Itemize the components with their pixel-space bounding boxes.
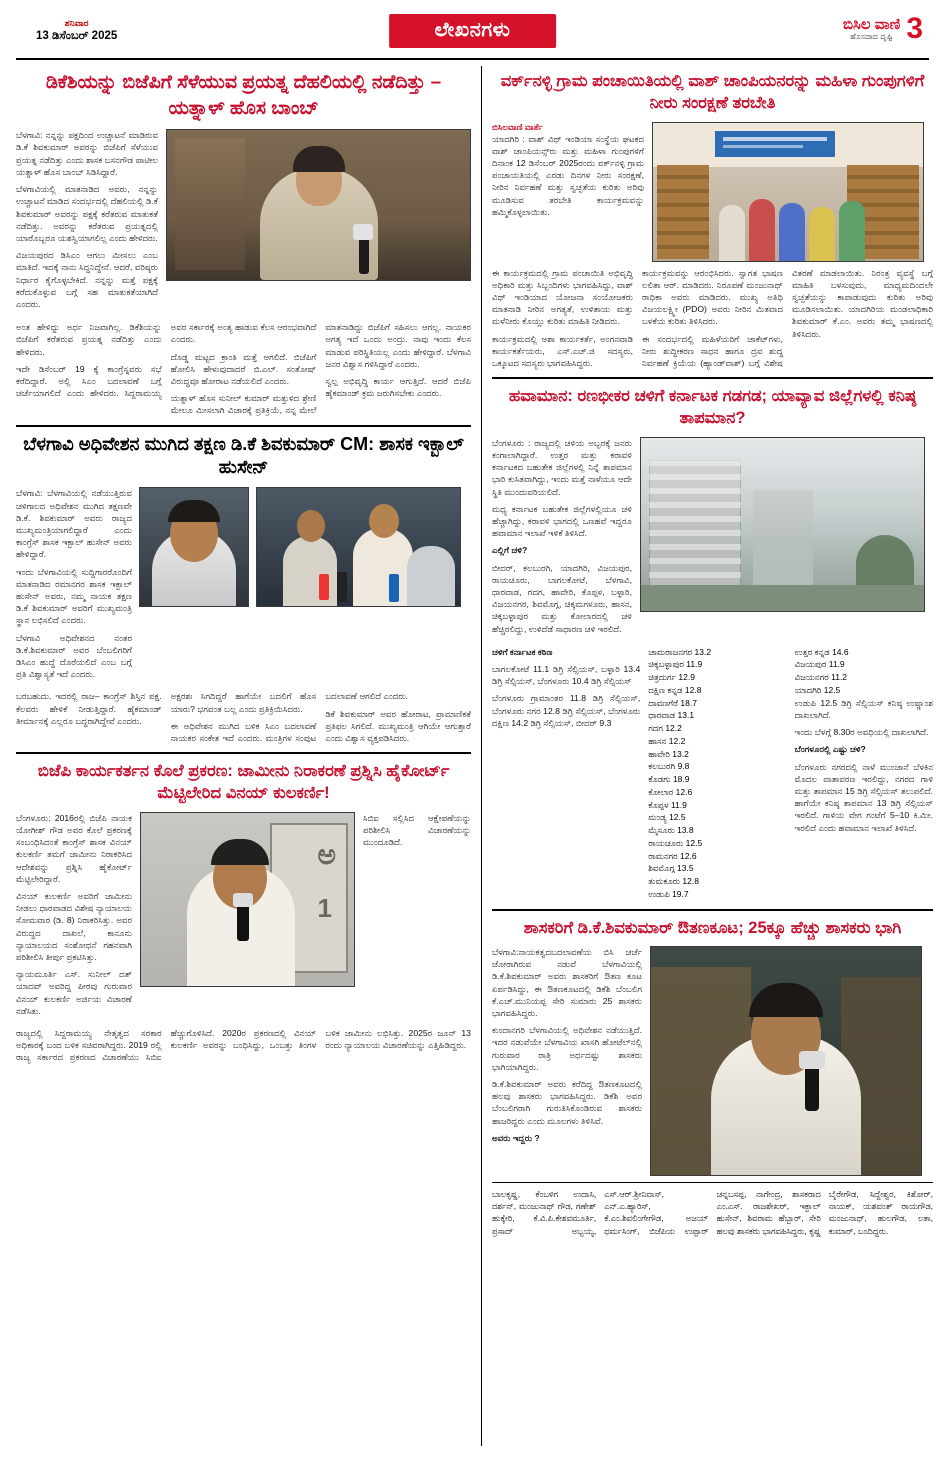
temp-place-27: ಉತ್ತರ ಕನ್ನಡ bbox=[794, 646, 830, 657]
article-ytnal-p6: ಯತ್ನಾಳ್ ಹೊಸ ಸುನೀಲ್ ಕುಮಾರ್ ಮತ್ತುಳಿದ ಶ್ರೇಣಿ ಮೇಲೂ ಮೀಸಲಾಗಿ ವಿಚಾರಕ್ಕೆ ಪ್ರತಿಕ್ರಿಯೆ, ನನ್ನ ಮೇಲೆ ಮಾತನಾಡಿದ್ದು ಬಿಜೆಪಿಗೆ ಸಹಿಸಲು ಆಗಲ್ಲ. ನಾಯಕರ ಅಗತ್ಯ ಇದೆ ಒಂದು ಅಂದ್ರು. ನಾವು ಇಂದು ಕೆಲಸ ಮಾಡುವ ಪರಿಸ್ಥಿತಿಯಲ್ಲ ಎಂದು ಹೇಳಿದ್ದಾರೆ. ಬೆಳಗಾವಿ ಜನರ ವಿಶ್ವಾಸ ಗಳಿಸಿದ್ದಾರೆ ಎಂದರು. bbox=[170, 322, 471, 416]
article-kulkarni-p3: ಸಿಬಿಐ ಸಲ್ಲಿಸಿದ ಆಕ್ಷೇಪಣೆಯನ್ನು ಪರಿಶೀಲಿಸಿ ವಿಚಾರಣೆಯನ್ನು ಮುಂದೂಡಿದೆ. bbox=[363, 812, 471, 848]
temp-value-20: 12.5 bbox=[669, 812, 686, 823]
temp-place-28: ವಿಜಯಪುರ bbox=[794, 659, 827, 670]
temp-value-11: 18.7 bbox=[680, 697, 697, 708]
article-kulkarni-p0: ಬೆಂಗಳೂರು: 2016ರಲ್ಲಿ ಬಿಜೆಪಿ ನಾಯಕ ಯೋಗೀಶ್ ಗೌಡ ಅವರ ಕೊಲೆ ಪ್ರಕರಣಕ್ಕೆ ಸಂಬಂಧಿಸಿದಂತೆ ಕಾಂಗ್ರೆಸ್ ಶಾಸಕ ವಿನಯ್ ಕುಲಕರ್ಣಿ ತಮಗೆ ಜಾಮೀನು ನಿರಾಕರಿಸಿದ ಆದೇಶವನ್ನು ಪ್ರಶ್ನಿಸಿ ಹೈಕೋರ್ಟ್ ಮೆಟ್ಟಿಲೇರಿದ್ದಾರೆ. bbox=[16, 812, 132, 884]
article-iqbal-headline: ಬೆಳಗಾವಿ ಅಧಿವೇಶನ ಮುಗಿದ ತಕ್ಷಣ ಡಿ.ಕೆ ಶಿವಕುಮಾರ್ CM: ಶಾಸಕ ಇಕ್ಬಾಲ್ ಹುಸೇನ್ bbox=[23, 433, 464, 477]
temp-value-14: 12.2 bbox=[668, 735, 686, 746]
weather-temp-list bbox=[648, 646, 786, 901]
article-kulkarni-photo: ಅ 1 bbox=[140, 812, 355, 987]
article-dinner-p0: ಬೆಳಗಾವಿ:ನಾಯಕತ್ವದಬದಲಾವಣೆಯ ಬಿಸಿ ಚರ್ಚೆ ಜೋರಾಗಿರುವ ನಡುವೆ ಬೆಳಗಾವಿಯಲ್ಲಿ ಡಿ.ಕೆ.ಶಿವಕುಮಾರ್ ಅವರು ಶಾಸಕರಿಗೆ ಔತಣ ಕೂಟ ಏರ್ಪಡಿಸಿದ್ದು, ಈ ಔತಣಕೂಟದಲ್ಲಿ ಡಿಕೆಶಿ ಬೆಂಬಲಿಗ ಕೆ.ಎಚ್.ಮುನಿಯಪ್ಪ ಸೇರಿ ಸುಮಾರು 25 ಶಾಸಕರು ಭಾಗವಹಿಸಿದ್ದರು. bbox=[492, 947, 642, 1019]
weather-note-1: ಬಾಗಲಕೋಟೆ 11.1 ಡಿಗ್ರಿ ಸೆಲ್ಸಿಯಸ್, ಬಳ್ಳಾರಿ 13.4 ಡಿಗ್ರಿ ಸೆಲ್ಸಿಯಸ್, ಬೆಂಗಳೂರು 10.4 ಡಿಗ್ರಿ ಸೆಲ್ಸಿಯಸ್ bbox=[492, 663, 641, 687]
temp-value-19: 11.9 bbox=[670, 799, 687, 810]
temp-place-13: ಗದಗ bbox=[648, 723, 663, 734]
temp-value-9: 12.9 bbox=[678, 672, 695, 683]
article-wash-p4: ಈ ಸಂದರ್ಭದಲ್ಲಿ ಮಹಿಳೆಯರಿಗೆ ಜಾಕೆಟ್‌ಗಳು, ನೀರು ಶುದ್ಧೀಕರಣ ಸಾಧನ ಹಾಗೂ ದ್ರವ ಶುದ್ಧ ನಿರ್ವಹಣೆ ಕ್ರಿಯೆಯ (ಹ್ಯಾಂಡ್‌ವಾಶ್) ಬಗ್ಗೆ ವಿಶೇಷ ವಿತರಣೆ ಮಾಡಲಾಯಿತು. ನಿರಂತ್ರ ವ್ಯವಸ್ಥೆ ಬಗ್ಗೆ ಮಾಹಿತಿ ಬಳಸುವುದು, ಮಾಧ್ಯಮದಿಂದಲೇ ಸ್ವಚ್ಛತೆಯನ್ನು ಕಾಪಾಡುವುದು ಕುರಿತು ಅರಿವು ಮೂಡಿಸಲಾಯಿತು. ಯಾದಗಿರಿಯ ಮಂಡಲಾಧಿಕಾರಿ ಶಿವಕುಮಾರ್ ಕೆ.ಎಂ. ಅವರು ತಮ್ಮ ಭಾಷಣದಲ್ಲಿ ತಿಳಿಸಿದರು. bbox=[642, 267, 933, 368]
temp-value-17: 18.9 bbox=[672, 774, 690, 785]
temp-value-18: 12.6 bbox=[675, 786, 693, 797]
article-wash-photo bbox=[652, 122, 924, 262]
temp-value-25: 12.8 bbox=[682, 876, 699, 887]
article-iqbal-p0: ಬೆಳಗಾವಿ: ಬೆಳಗಾವಿಯಲ್ಲಿ ನಡೆಯುತ್ತಿರುವ ಚಳಿಗಾಲದ ಅಧಿವೇಶನ ಮುಗಿದ ತಕ್ಷಣವೇ ಡಿ.ಕೆ. ಶಿವಕುಮಾರ್ ಅವರು ರಾಜ್ಯದ ಮುಖ್ಯಮಂತ್ರಿಯಾಗಲಿದ್ದಾರೆ ಎಂದು ಕಾಂಗ್ರೆಸ್ ಶಾಸಕ ಇಕ್ಬಾಲ್ ಹುಸೇನ್ ಅವರು ಹೇಳಿದ್ದಾರೆ. bbox=[16, 488, 132, 560]
temp-place-7: ಚಾಮರಾಜನಗರ bbox=[648, 646, 693, 657]
article-dinner-p1: ಕುಂದಾನಗರಿ ಬೆಳಗಾವಿಯಲ್ಲಿ ಅಧಿವೇಶನ ನಡೆಯುತ್ತಿದೆ. ಇದರ ನಡುವೆಯೇ ಬೆಳಗಾವಿಯ ಖಾಸಗಿ ಹೋಟೆಲ್‌ನಲ್ಲಿ ಗುರುವಾರ ರಾತ್ರಿ ಅರ್ಧದಷ್ಟು ಶಾಸಕರು ಭಾಗಿಯಾಗಿದ್ದರು. bbox=[492, 1025, 642, 1072]
temp-value-13: 12.2 bbox=[665, 723, 682, 734]
divider-2 bbox=[16, 752, 471, 754]
temp-value-24: 13.5 bbox=[677, 863, 694, 874]
article-iqbal-p4: ಅಕ್ಷರಶಃ ಸಿಗದಿದ್ದರೆ ಹಾಗೆಯೇ ಬದಲಿಗೆ ಹೊಸ ಯಾರು? ಭಗವಂತ ಬಲ್ಲ ಎಂದು ಪ್ರತಿಕ್ರಿಯಿಸಿದರು. bbox=[170, 691, 317, 714]
temp-place-16: ಕಲಬುರಗಿ bbox=[648, 761, 676, 772]
temp-value-26: 19.7 bbox=[672, 888, 689, 899]
brand-name: ಬಿಸಿಲ ವಾಣಿ bbox=[842, 16, 901, 34]
masthead bbox=[16, 14, 929, 60]
article-dinner bbox=[492, 917, 933, 1237]
page-body bbox=[16, 66, 933, 1446]
article-ytnal bbox=[16, 70, 471, 417]
article-ytnal-p7: ಸ್ವಲ್ಪ ಅಭಿವೃದ್ಧಿ ಕಾರ್ಯ ಆಗುತ್ತಿದೆ. ಆದರೆ ಬಿಜೆಪಿ ಹೈಕಮಾಂಡ್ ಕ್ರಮ ಜರುಗಿಸಬೇಕು ಎಂದರು. bbox=[325, 375, 471, 399]
temp-value-22: 12.5 bbox=[685, 837, 703, 848]
divider-1 bbox=[16, 425, 471, 427]
temp-place-25: ತುಮಕೂರು bbox=[648, 876, 680, 887]
article-dinner-names: ಬಾಲಕೃಷ್ಣ, ಕೆಂಬಳಿಗ ಉದಾಸಿ, ದರ್ಶನ್, ಮಂಜುನಾಥ್ ಗೌಡ, ಗಣೇಶ್ ಹುಕ್ಕೇರಿ, ಕೆ.ವಿ.ಪಿ.ಕೇಶವಮೂರ್ತಿ, ಪ್ರಸಾದ್ ಅಬ್ಬಯ್ಯ, ಎಸ್.ಆರ್.ಶ್ರೀನಿವಾಸ್, ಎನ್.ಎ.ಹ್ಯಾರಿಸ್, ಕೆ.ಎಂ.ಶಿವಲಿಂಗೇಗೌಡ, ಅಜಯ್ ಧರ್ಮಸಿಂಗ್, ಬಿಜೆಪಿಯ ಉಪ್ಪಾರ್ ಚನ್ನಬಸಪ್ಪ, ನಾಗೇಂದ್ರ, ಶಾಸಕರಾದ ಎಂ.ಎಸ್. ರಾಜಶೇಖರ್, ಇಕ್ಬಾಲ್ ಹುಸೇನ್, ಶಿವರಾಮ ಹೆಬ್ಬಾರ್, ಸೇರಿ ಹಲವು ಶಾಸಕರು ಭಾಗವಹಿಸಿದ್ದರು, ಕೃಷ್ಣ ಬೈರೇಗೌಡ, ಸಿದ್ದೇಶ್ವರ, ಕಿಶೋರ್, ನಾಯಕ್, ಯಶವಂತ್ ರಾಯಗೌಡ, ಮಂಜುನಾಥ್, ಹುಲಗೌಡ, ಲತಾ, ಕುಮಾರ್, ಬಂದಿದ್ದರು. bbox=[492, 1189, 933, 1236]
article-weather-photo bbox=[640, 437, 925, 612]
article-wash-p3: ಕಾರ್ಯಕ್ರಮವನ್ನು ಆರಂಭಿಸಿದರು. ಸ್ವಾಗತ ಭಾಷಣ ಲಲಿತಾ ಆರ್. ಮಾಡಿದರು. ನಿರೂಪಣೆ ಮಂಜುನಾಥ್ ರಾಧಿಕಾ ಅವರು ಮಾಡಿದರು. ಮುಖ್ಯ ಅತಿಥಿ ವಿಜಯಲಕ್ಷ್ಮೀ (PDO) ಅವರು ನೀರಿನ ಮಿತವಾದ ಬಳಕೆಯ ಕುರಿತು ತಿಳಿಸಿದರು. bbox=[642, 267, 783, 327]
article-wash-p0: ಯಾದಗಿರಿ : ವಾಶ್ ವಿಥ್ ಇಂಡಿಯಾ ಸಂಸ್ಥೆಯ ಘಟಕದ ವಾಶ್ ಚಾಂಪಿಯನ್ಸ್‌ರು ಮತ್ತು ಮಹಿಳಾ ಗುಂಪುಗಳಿಗೆ ದಿನಾಂಕ 12 ಡಿಸೆಂಬರ್ 2025ರಂದು ವರ್ಕ್‌ನಳ್ಳಿ ಗ್ರಾಮ ಪಂಚಾಯತಿಯಲ್ಲಿ ಎರಡು ದಿನಗಳ ನೀರು ಸಂರಕ್ಷಣೆ, ನೀರಿನ ನಿರ್ವಹಣೆ ಮತ್ತು ಸ್ವಚ್ಛತೆಯ ಕುರಿತು ಅರಿವು ಮೂಡಿಸುವ ತರಬೇತಿ ಕಾರ್ಯಕ್ರಮವನ್ನು ಹಮ್ಮಿಕೊಳ್ಳಲಾಯಿತು. bbox=[492, 133, 644, 217]
article-ytnal-p0: ಬೆಳಗಾವಿ: ನನ್ನನ್ನು ಪಕ್ಷದಿಂದ ಉಚ್ಚಾಟನೆ ಮಾಡಿರುವ ಡಿ.ಕೆ ಶಿವಕುಮಾರ್ ಅವರನ್ನು ಬಿಜೆಪಿಗೆ ಸೆಳೆಯುವ ಪ್ರಯತ್ನ ನಡೆದಿತ್ತು ಎಂದು ಶಾಸಕ ಬಸನಗೌಡ ಪಾಟೀಲ ಯತ್ನಾಳ್ ಹೊಸ ಬಾಂಬ್ ಸಿಡಿಸಿದ್ದಾರೆ. bbox=[16, 130, 158, 177]
masthead-section-title: ಲೇಖನಗಳು bbox=[389, 14, 557, 48]
temp-value-15: 13.2 bbox=[672, 748, 689, 759]
article-weather-subq: ಎಲ್ಲಿಗೆ ಚಳಿ? bbox=[492, 545, 528, 556]
temp-place-21: ಮೈಸೂರು bbox=[648, 825, 675, 836]
weather-note-2: ಬೆಂಗಳೂರು ಗ್ರಾಮಾಂತರ 11.8 ಡಿಗ್ರಿ ಸೆಲ್ಸಿಯಸ್, ಬೆಂಗಳೂರು ನಗರ 12.8 ಡಿಗ್ರಿ ಸೆಲ್ಸಿಯಸ್, ಬೆಂಗಳೂರು ದಕ್ಷಿಣ 14.2 ಡಿಗ್ರಿ ಸೆಲ್ಸಿಯಸ್, ಬೀದರ್ 9.3 bbox=[492, 693, 641, 728]
temp-place-9: ಚಿತ್ರದುರ್ಗ bbox=[648, 672, 677, 683]
article-wash-p1: ಈ ಕಾರ್ಯಕ್ರಮದಲ್ಲಿ ಗ್ರಾಮ ಪಂಚಾಯಿತಿ ಅಭಿವೃದ್ಧಿ ಅಧಿಕಾರಿ ಮತ್ತು ಸಿಬ್ಬಂದಿಗಳು ಭಾಗವಹಿಸಿದ್ದು, ವಾಶ್ ವಿಥ್ ಇಂಡಿಯಾದ ಯೋಜನಾ ಸಂಯೋಜಕರು ಮಾತನಾಡಿ ನೀರಿನ ಅಗತ್ಯತೆ, ಉಳಿತಾಯ ಮತ್ತು ಮಳೆನೀರು ಕೊಯ್ಲು ಕುರಿತು ಮಾಹಿತಿ ನೀಡಿದರು. bbox=[492, 267, 633, 327]
article-iqbal bbox=[16, 433, 471, 745]
masthead-date-text: 13 ಡಿಸೆಂಬರ್ 2025 bbox=[36, 30, 118, 43]
article-ytnal-p3: ಅಂತ ಹೇಳಿದ್ದು ಅರ್ಧ ನಿಜವಾಗಿಲ್ಲ. ಡಿಕೆಶಿಯನ್ನು ಬಿಜೆಪಿಗೆ ಕರೆತರುವ ಪ್ರಯತ್ನ ನಡೆದಿತ್ತು ಎಂದು ಹೇಳಿದರು. bbox=[16, 322, 162, 357]
temp-value-28: 11.9 bbox=[828, 659, 845, 670]
weather-right-note-2: ಬೆಂಗಳೂರಲ್ಲಿ ಎಷ್ಟು ಚಳಿ? bbox=[794, 744, 866, 755]
temp-value-23: 12.6 bbox=[680, 850, 697, 861]
temp-value-7: 13.2 bbox=[694, 646, 712, 657]
temp-place-17: ಕೊಡಗು bbox=[648, 774, 671, 785]
temp-value-29: 11.2 bbox=[831, 672, 848, 683]
article-dinner-photo bbox=[650, 946, 922, 1176]
temp-place-30: ಯಾದಗಿರಿ bbox=[794, 684, 822, 695]
temp-place-15: ಹಾವೇರಿ bbox=[648, 748, 670, 759]
temp-place-23: ರಾಮನಗರ bbox=[648, 850, 678, 861]
article-kulkarni-p1: ವಿನಯ್ ಕುಲಕರ್ಣಿ ಅವರಿಗೆ ಜಾಮೀನು ನೀಡಲು ಧಾರವಾಡದ ವಿಶೇಷ ನ್ಯಾಯಾಲಯ ಸೋಮವಾರ (ಡಿ. 8) ನಿರಾಕರಿಸಿತ್ತು. ಅವರ ವಿರುದ್ಧದ ದಾಖಲೆ, ಕಾನೂನು ನ್ಯಾಯಾಲಯದ ಸಂಶೋಧನೆ ಗಹನವಾಗಿ ಪರಿಶೀಲಿಸಿ ತೀರ್ಪು ಪ್ರಕಟಿಸಿತ್ತು. bbox=[16, 890, 132, 962]
article-kulkarni-headline: ಬಿಜೆಪಿ ಕಾರ್ಯಕರ್ತನ ಕೊಲೆ ಪ್ರಕರಣ: ಜಾಮೀನು ನಿರಾಕರಣೆ ಪ್ರಶ್ನಿಸಿ ಹೈಕೋರ್ಟ್ ಮೆಟ್ಟಿಲೇರಿದ ವಿನಯ್ ಕುಲಕರ್ಣಿ! bbox=[37, 762, 450, 803]
article-ytnal-p5: ದೊಡ್ಡ ಮಟ್ಟದ ಕ್ರಾಂತಿ ಮತ್ತೆ ಆಗಲಿದೆ. ಬಿಜೆಪಿಗೆ ಹೋಲಿಸಿ ಹೇಳುವುದಾದರೆ ಬಿ.ಎಲ್. ಸಂತೋಷ್ ವಿರುದ್ಧವೂ ಹೋರಾಟ ನಡೆಯಲಿದೆ ಎಂದರು. bbox=[170, 351, 317, 386]
weather-right-note-0: ಉಡುಪಿ 12.5 ಡಿಗ್ರಿ ಸೆಲ್ಸಿಯಸ್ ಕನಿಷ್ಠ ಉಷ್ಣಾಂಶ ದಾಖಲಾಗಿದೆ. bbox=[794, 697, 933, 720]
article-weather-p0: ಬೆಂಗಳೂರು : ರಾಜ್ಯದಲ್ಲಿ ಚಳಿಯ ಅಬ್ಬರಕ್ಕೆ ಜನರು ಕಂಗಾಲಾಗಿದ್ದಾರೆ. ಉತ್ತರ ಮತ್ತು ಕರಾವಳಿ ಕರ್ನಾಟಕದ ಬಹುತೇಕ ಜಿಲ್ಲೆಗಳಲ್ಲಿ ನಿನ್ನೆ ತಾಪಮಾನ ಭಾರಿ ಕುಸಿತವಾಗಿದ್ದು, ಇಂದು ಮತ್ತೆ ನಾಳೆಯೂ ಆದೇ ಸ್ಥಿತಿ ಮುಂದುವರಿಯಲಿದೆ. bbox=[492, 437, 632, 497]
article-weather-p3: ಬೀದರ್, ಕಲಬುರಗಿ, ಯಾದಗಿರಿ, ವಿಜಯಪುರ, ರಾಯಚೂರು, ಬಾಗಲಕೋಟೆ, ಬೆಳಗಾವಿ, ಧಾರವಾಡ, ಗದಗ, ಹಾವೇರಿ, ಕೊಪ್ಪಳ, ಬಳ್ಳಾರಿ, ವಿಜಯನಗರ, ಶಿವಮೊಗ್ಗ, ಚಿಕ್ಕಮಗಳೂರು, ಹಾಸನ, ಚಿಕ್ಕಬಳ್ಳಾಪುರ ಮತ್ತು ಕೋಲಾರದಲ್ಲಿ ಚಳಿ ಹೆಚ್ಚಿರಲಿದ್ದು, ಉಳಿದೆಡೆ ಸಾಧಾರಣ ಚಳಿ ಇರಲಿದೆ. bbox=[492, 562, 632, 634]
temp-place-18: ಕೋಲಾರ bbox=[648, 786, 674, 797]
right-column bbox=[481, 66, 933, 1446]
article-ytnal-photo bbox=[166, 129, 471, 281]
article-ytnal-headline: ಡಿಕೆಶಿಯನ್ನು ಬಿಜೆಪಿಗೆ ಸೆಳೆಯುವ ಪ್ರಯತ್ನ ದೆಹಲಿಯಲ್ಲಿ ನಡೆದಿತ್ತು – ಯತ್ನಾಳ್ ಹೊಸ ಬಾಂಬ್ bbox=[45, 72, 442, 119]
page-number: 3 bbox=[906, 12, 923, 45]
temp-place-24: ಶಿವಮೊಗ್ಗ bbox=[648, 863, 675, 874]
article-dinner-headline: ಶಾಸಕರಿಗೆ ಡಿ.ಕೆ.ಶಿವಕುಮಾರ್ ಔತಣಕೂಟ; 25ಕ್ಕೂ ಹೆಚ್ಚು ಶಾಸಕರು ಭಾಗಿ bbox=[523, 918, 902, 937]
article-kulkarni-p4: ರಾಜ್ಯದಲ್ಲಿ ಸಿದ್ದರಾಮಯ್ಯ ನೇತೃತ್ವದ ಸರಕಾರ ಅಧಿಕಾರಕ್ಕೆ ಬಂದ ಬಳಿಕ ಸಚಿವರಾಗಿದ್ದರು. 2019 ರಲ್ಲಿ ರಾಜ್ಯ ಸರ್ಕಾರದ ಪ್ರಕರಣದ ವಿಚಾರಣೆಯು ಸಿಬಿಐ ಹೆಚ್ಚುಗೊಳಿಸಿದೆ. 2020ರ ಪ್ರಕರಣದಲ್ಲಿ ವಿನಯ್ ಕುಲಕರ್ಣಿ ಅವರನ್ನು ಬಂಧಿಸಿದ್ದು, ಒಂಬತ್ತು ತಿಂಗಳ ಬಳಿಕ ಜಾಮೀನು ಲಭಿಸಿತ್ತು. 2025ರ ಜೂನ್ 13 ರಂದು ನ್ಯಾಯಾಲಯ ವಿಚಾರಣೆಯನ್ನು ಎತ್ತಿಹಿಡಿದ್ದರು. bbox=[16, 1027, 471, 1063]
article-wash-headline: ವರ್ಕ್‌ನಳ್ಳಿ ಗ್ರಾಮ ಪಂಚಾಯಿತಿಯಲ್ಲಿ ವಾಶ್ ಚಾಂಪಿಯನರನ್ನು ಮಹಿಳಾ ಗುಂಪುಗಳಿಗೆ ನೀರು ಸಂರಕ್ಷಣೆ ತರಬೇತಿ bbox=[500, 72, 925, 113]
masthead-date bbox=[36, 18, 117, 44]
divider-5 bbox=[492, 1182, 933, 1183]
temp-value-27: 14.6 bbox=[832, 646, 849, 657]
left-column bbox=[16, 66, 471, 1446]
temp-value-21: 13.8 bbox=[677, 825, 694, 836]
weather-right-note-3: ಬೆಂಗಳೂರು ನಗರದಲ್ಲಿ ನಾಳೆ ಮುಂಜಾನೆ ಬೆಳಕಿನ ಮೊದಲ ವಾತಾವರಣ ಇರಲಿದ್ದು, ನಗರದ ಗಾಳಿ ಮತ್ತು ತಾಪಮಾನ 15 ಡಿಗ್ರಿ ಸೆಲ್ಸಿಯಸ್ ತಲುಪಲಿದೆ. ಹಾಗೆಯೇ ಕನಿಷ್ಠ ತಾಪಮಾನ 13 ಡಿಗ್ರಿ ಸೆಲ್ಸಿಯಸ್ ಇರಲಿದೆ. ಗಾಳಿಯ ವೇಗ ಗಂಟೆಗೆ 5–10 ಕಿ.ಮೀ. ಇರಲಿದೆ ಎಂದು ಹವಾಮಾನ ಇಲಾಖೆ ತಿಳಿಸಿದೆ. bbox=[794, 761, 933, 833]
article-kulkarni bbox=[16, 760, 471, 1063]
brand-tagline: ಹೊಸದಾದ ದೃಷ್ಟಿ bbox=[850, 31, 893, 41]
article-weather-headline: ಹವಾಮಾನ: ರಣಭೀಕರ ಚಳಿಗೆ ಕರ್ನಾಟಕ ಗಡಗಡ; ಯಾವ್ಯಾವ ಜಿಲ್ಲೆಗಳಲ್ಲಿ ಕನಿಷ್ಠ ತಾಪಮಾನ? bbox=[508, 387, 917, 428]
temp-place-20: ಮಂಡ್ಯ bbox=[648, 812, 667, 823]
article-iqbal-p5: ಈ ಅಧಿವೇಶನ ಮುಗಿದ ಬಳಿಕ ಸಿಎಂ ಬದಲಾವಣೆ ನಾಯಕರ ಸಂಕೇತ ಇದೆ ಎಂದರು. ಮಂತ್ರಿಗಳ ಸಂಪುಟ ಬದಲಾವಣೆ ಆಗಲಿದೆ ಎಂದರು. bbox=[170, 691, 409, 743]
temp-place-19: ಕೊಪ್ಪಳ bbox=[648, 799, 669, 810]
temp-value-16: 9.8 bbox=[677, 761, 690, 772]
article-weather-p1: ಮಧ್ಯ ಕರ್ನಾಟಕ ಬಹುತೇಕ ಜಿಲ್ಲೆಗಳಲ್ಲಿಯೂ ಚಳಿ ಹೆಚ್ಚಾಗಿದ್ದು, ಕರಾವಳಿ ಭಾಗದಲ್ಲಿ ಒಣಹವೆ ಇದ್ದರೂ ಹವಾಮಾನ ಇಲಾಖೆ ಇಳಿಕೆ ತಿಳಿಸಿದೆ. bbox=[492, 503, 632, 539]
article-iqbal-p2: ಬೆಳಗಾವಿ ಅಧಿವೇಶನದ ನಂತರ ಡಿ.ಕೆ.ಶಿವಕುಮಾರ್ ಅವರ ಬೆಂಬಲಿಗರಿಗೆ ಡಿಸಿಎಂ ಹುದ್ದೆ ದೊರೆಯಲಿದೆ ಎಂಬ ಬಗ್ಗೆ ಪ್ರತಿ ವಿಶ್ವಾಸ್ಯತೆ ಇದೆ ಎಂದರು. bbox=[16, 632, 132, 680]
temp-value-10: 12.8 bbox=[684, 684, 702, 695]
divider-4 bbox=[492, 909, 933, 911]
article-iqbal-p6: ಡಿಕೆ ಶಿವಕುಮಾರ್ ಅವರ ಹೋರಾಟ, ಪ್ರಾಮಾಣಿಕತೆ ಪ್ರತಿಫಲ ಸಿಗಲಿದೆ. ಮುಖ್ಯಮಂತ್ರಿ ಆಗಿಯೇ ಆಗುತ್ತಾರೆ ಎಂದು ವಿಶ್ವಾಸ ವ್ಯಕ್ತಪಡಿಸಿದರು. bbox=[325, 708, 471, 743]
article-ytnal-p2: ವಿಜಯಪುರದ ಡಿಸಿಎಂ ಆಗಲು ಮೀಸಲು ಎಂಬ ಮಾತಿದೆ. ಇದಕ್ಕೆ ನಾನು ಸಿದ್ಧನಿದ್ದೇನೆ. ಆದರೆ, ವರಿಷ್ಠರು ನಿರ್ಧಾರ ಕೈಗೊಳ್ಳಬೇಕಿದೆ. ನನ್ನನ್ನು ಮತ್ತೆ ಪಕ್ಷಕ್ಕೆ ಕರೆದುಕೊಳ್ಳುವ ಬಗ್ಗೆ ಸಹ ಮಾತುಕತೆಯಾಗಿದೆ ಎಂದರು. bbox=[16, 250, 158, 309]
temp-place-14: ಹಾಸನ bbox=[648, 735, 667, 746]
temp-place-10: ದಕ್ಷಿಣ ಕನ್ನಡ bbox=[648, 684, 683, 695]
temp-value-8: 11.9 bbox=[686, 659, 703, 670]
weather-note-0: ಚಳಿಗೆ ಕರ್ನಾಟಕ ಕಠಿಣ bbox=[492, 646, 553, 657]
article-wash-p2: ಕಾರ್ಯಕ್ರಮದಲ್ಲಿ ಆಶಾ ಕಾರ್ಯಕರ್ತೆ, ಅಂಗನವಾಡಿ ಕಾರ್ಯಕರ್ತೆಯರು, ಎಸ್.ಎಚ್.ಜಿ ಸದಸ್ಯರು, ಒಕ್ಕೂಟದ ಸದಸ್ಯರು ಭಾಗವಹಿಸಿದ್ದರು. bbox=[492, 333, 633, 368]
article-iqbal-photo-press bbox=[256, 487, 461, 607]
article-iqbal-p1: ಇಂದು ಬೆಳಗಾವಿಯಲ್ಲಿ ಸುದ್ದಿಗಾರರೊಂದಿಗೆ ಮಾತನಾಡಿದ ರಮಾನಗರ ಶಾಸಕ ಇಕ್ಬಾಲ್ ಹುಸೇನ್ ಅವರು, ನಮ್ಮ ನಾಯಕ ತಕ್ಷಣ ಡಿ.ಕೆ ಶಿವಕುಮಾರ್ ಅವರಿಗೆ ಮುಖ್ಯಮಂತ್ರಿ ಸ್ಥಾನ ಲಭಿಸಲಿದೆ ಎಂದರು. bbox=[16, 566, 132, 626]
article-ytnal-p1: ಬೆಳಗಾವಿಯಲ್ಲಿ ಮಾತನಾಡಿದ ಅವರು, ನನ್ನನ್ನು ಉಚ್ಚಾಟನೆ ಮಾಡಿದ ಸಂದರ್ಭದಲ್ಲಿ ದೆಹಲಿಯಲ್ಲಿ ಡಿ.ಕೆ ಶಿವಕುಮಾರ್ ಅವರನ್ನು ಪಕ್ಷಕ್ಕೆ ಕರೆತರುವ ಮಾತುಕತೆ ನಡೆದಿತ್ತು. ಅವರನ್ನು ಕರೆತರುವ ಪ್ರಯತ್ನದಲ್ಲಿ ಯಾರೊಬ್ಬರೂ ಯಶಸ್ವಿಯಾಗಲಿಲ್ಲ ಎಂದು ಹೇಳಿದರು. bbox=[16, 184, 158, 243]
temp-value-30: 12.5 bbox=[823, 684, 841, 695]
temp-value-12: 13.1 bbox=[677, 710, 695, 721]
masthead-brand bbox=[843, 14, 923, 44]
divider-3 bbox=[492, 377, 933, 379]
article-kulkarni-p2: ನ್ಯಾಯಮೂರ್ತಿ ಎಸ್. ಸುನೀಲ್ ದತ್ ಯಾದವ್ ಅವರಿದ್ದ ಪೀಠವು ಗುರುವಾರ ವಿನಯ್ ಕುಲಕರ್ಣಿ ಅರ್ಜಿಯ ವಿಚಾರಣೆ ನಡೆಸಿತು. bbox=[16, 969, 132, 1016]
weather-right-notes bbox=[795, 646, 933, 901]
article-ytnal-p4: ಇದೇ ಡಿಸೆಂಬರ್ 19 ಕ್ಕೆ ಕಾಂಗ್ರೆಸ್ನವರು ಸಭೆ ಕರೆದಿದ್ದಾರೆ. ಅಲ್ಲಿ ಸಿಎಂ ಬದಲಾವಣೆ ಬಗ್ಗೆ ಚರ್ಚೆಯಾಗಲಿದೆ ಎಂದು ಹೇಳಿದರು. ಸಿದ್ದರಾಮಯ್ಯ ಅವರ ಸರ್ಕಾರಕ್ಕೆ ಅಂತ್ಯ ಹಾಡುವ ಕೆಲಸ ಆರಂಭವಾಗಿದೆ ಎಂದರು. bbox=[16, 322, 317, 399]
article-dinner-p2: ಡಿ.ಕೆ.ಶಿವಕುಮಾರ್ ಅವರು ಕರೆದಿದ್ದ ಔತಣಕೂಟದಲ್ಲಿ ಹಲವು ಶಾಸಕರು ಭಾಗವಹಿಸಿದ್ದರು. ಡಿಕೆಶಿ ಅವರ ಬೆಂಬಲಿಗರಾಗಿ ಗುರುತಿಸಿಕೊಂಡಿರುವ ಶಾಸಕರು ಹಾಜರಿದ್ದರು ಎಂದು ಮೂಲಗಳು ತಿಳಿಸಿವೆ. bbox=[492, 1079, 642, 1126]
masthead-day: ಶನಿವಾರ bbox=[64, 18, 89, 28]
article-wash-lead: ಬಿಸಿಲವಾಣಿ ವಾರ್ತೆ bbox=[492, 121, 543, 132]
temp-place-12: ಧಾರವಾಡ bbox=[648, 710, 676, 721]
article-iqbal-photo-dks bbox=[139, 487, 249, 607]
article-iqbal-p3: ಬರಬಹುದು. ಇದರಲ್ಲಿ ರಾಜ– ಕಾಂಗ್ರೆಸ್ ಶಿಸ್ತಿನ ಪಕ್ಷ. ಕೆಲವರು ಹೇಳಿಕೆ ನೀಡುತ್ತಿದ್ದಾರೆ. ಹೈಕಮಾಂಡ್ ತೀರ್ಮಾನಕ್ಕೆ ಎಲ್ಲರೂ ಬದ್ಧರಾಗಿದ್ದೇವೆ ಎಂದರು. bbox=[16, 691, 162, 726]
temp-place-22: ರಾಯಚೂರು bbox=[648, 837, 684, 848]
weather-right-note-1: ಇಂದು ಬೆಳಗ್ಗೆ 8.30ರ ಅವಧಿಯಲ್ಲಿ ದಾಖಲಾಗಿದೆ. bbox=[794, 727, 929, 738]
article-dinner-p3: ಅವರು ಇದ್ದರು ? bbox=[492, 1132, 540, 1143]
temp-place-29: ವಿಜಯನಗರ bbox=[794, 672, 829, 683]
article-wash bbox=[492, 70, 933, 369]
temp-place-11: ದಾವಣಗೆರೆ bbox=[648, 697, 679, 708]
temp-place-8: ಚಿಕ್ಕಬಳ್ಳಾಪುರ bbox=[648, 659, 684, 670]
article-weather bbox=[492, 385, 933, 901]
temp-place-26: ಉಡುಪಿ bbox=[648, 888, 670, 899]
brand-logo bbox=[843, 17, 900, 41]
